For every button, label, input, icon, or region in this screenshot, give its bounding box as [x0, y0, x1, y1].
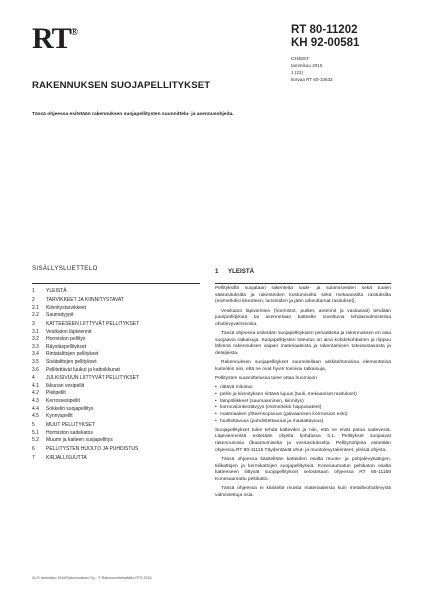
toc-item — [32, 351, 200, 359]
meta-replaces: korvaa RT 80-10632 — [291, 77, 333, 82]
toc-item-number: 3.2 — [32, 336, 39, 343]
bullet-list — [215, 385, 391, 425]
list-item: • materiaalien yhteensopivuus (galvaanisen korroosion esto) — [215, 412, 391, 419]
toc-item-number: 3.1 — [32, 328, 39, 335]
table-of-contents — [32, 287, 200, 462]
list-item: • lämpöliikkeet (saumaaminen, kiinnitys) — [215, 399, 391, 406]
list-item: • pellin ja kiinnityksen riittävä lujuus (tuuli, mekaaniset rasitukset) — [215, 392, 391, 399]
document-title: RAKENNUKSEN SUOJAPELLITYKSET — [32, 80, 211, 91]
toc-item — [32, 367, 200, 375]
toc-item-title: TARVIKKEET JA KIINNITYSTAVAT — [46, 296, 124, 303]
meta-date: tammikuu 2016 — [291, 63, 323, 68]
toc-item-number: 6 — [32, 446, 35, 452]
list-item: • riittävä mitoitus — [215, 385, 391, 392]
meta-page: 1 (23) — [291, 70, 304, 75]
document-intro: Tässä ohjeessa esitetään rakennuksen suojapellitysten suunnittelu- ja asennusohjeita. — [32, 112, 234, 117]
toc-item-title: Pielipellit — [46, 390, 66, 397]
toc-item-number: 4.3 — [32, 398, 39, 405]
toc-item-number: 5.1 — [32, 429, 39, 436]
toc-item-title: Kerrosvesipellit — [46, 398, 80, 405]
toc-item-title: Kiinnitystarvikkeet — [46, 304, 87, 311]
toc-item-title: YLEISTÄ — [46, 288, 67, 295]
rt-code: RT 80-11202 — [291, 24, 358, 36]
toc-item — [32, 359, 200, 367]
toc-item-title: Räystäspellitykset — [46, 343, 87, 350]
toc-item-number: 5.2 — [32, 437, 39, 444]
kh-code: KH 92-00581 — [291, 37, 360, 49]
document-codes — [291, 24, 359, 50]
toc-item — [32, 321, 200, 329]
toc-item — [32, 288, 200, 296]
toc-item-title: Hormiston sadekatos — [46, 429, 93, 436]
paragraph: Rakennuksen suojapellitykset suunnitellaan arkkitehtonisina elementteinä kuitenkin niin, että ne ovat hyvin toimivia ratkaisuja. — [215, 360, 391, 372]
toc-item-number: 3.4 — [32, 351, 39, 358]
paragraph: Tässä ohjeessa ei käsitellä muista materiaaleista kuin metallivohutlevystä valmistettuja osia. — [215, 486, 391, 498]
paragraph: Tässä ohjeessa käsitellään katteiden osalta muoto- ja pohjalevykattojen, tiilikattojen ja kermikattojen suojapellityksiä. Konesaumatun peltikaton osalta katteeseen liittyvät suojapellitykset selostetaan ohjeessa RT 85-11158 Konesaumattu peltikatto. — [215, 456, 391, 483]
list-item: • huollettavuus (puhdistettavuus ja maalattavuus). — [215, 419, 391, 426]
section-divider — [215, 283, 391, 284]
paragraph: Pellityksillä suojataan rakenteita sade- ja sulamisveden sekä tuulen säärasituksilta ja rakenteiden kostumiselta sekä mekaanisilta rasituksilta (esimerkiksi liikenteen, lumitöiden ja jään aiheuttamat rasitukset). — [215, 286, 391, 305]
toc-item — [32, 305, 200, 313]
paragraph: Vesikaton läpivientien (hormistot, putket, antennit ja vastaavat) tehdään juuriperllityksiä tai asennetaan katteelle soveltuvia tehdasvalmisteisia ohutlevyvalmisosia. — [215, 308, 391, 327]
toc-item-title: Saumatyypit — [46, 312, 74, 319]
toc-item-title: KIRJALLISUUTTA — [46, 454, 87, 461]
toc-item-number: 2.2 — [32, 312, 39, 319]
toc-item-title: Sokkelin suojapellitys — [46, 405, 94, 412]
toc-item — [32, 329, 200, 337]
paragraph: Suojapellitykset tulee tehdä kalteviksi ja niin, että ne eivät patoa sadevesiä. Läpivienneistä esitetään ohjeita kohdassa 3.1. Pellitykset suojaavat rakennusosia (lkaantumiselta ja vesirasitukselta. Pellityöohjeita esitetään ohjeessa RT 80-11115 Täydentävät ohut- ja muotolevyrakenteet, yleisiä ohjeita. — [215, 427, 391, 453]
meta-type: OHJEET — [291, 56, 310, 61]
section-number: 1 — [215, 268, 219, 275]
toc-item-number: 3.6 — [32, 366, 39, 373]
section-title: YLEISTÄ — [228, 268, 255, 275]
toc-item-number: 3.5 — [32, 358, 39, 365]
toc-item-title: JULKISIVUUN LIITTYVÄT PELLITYKSET — [46, 375, 139, 382]
paragraph: Tässä ohjeessa esitetään suojapellityksien periaatteita ja rakennuksen eri osia suojaavia ratkaisuja. Suojapellitysten toteutus on aina kohdekohtainen ja riippuu lähinnä rakennuksen vaipan materiaaleista ja rakentamisen toteutustavasta ja detaljeista. — [215, 331, 391, 357]
list-item: • korroosionkestävyys (esimerkiksi happosateet) — [215, 405, 391, 412]
rt-logo — [32, 20, 77, 54]
toc-item-number: 4.1 — [32, 382, 39, 389]
toc-item-number: 1 — [32, 288, 35, 295]
toc-item — [32, 383, 200, 391]
toc-title: SISÄLLYSLUETTELO — [32, 265, 98, 272]
toc-item-number: 4.4 — [32, 405, 39, 412]
toc-item — [32, 297, 200, 305]
toc-item — [32, 398, 200, 406]
toc-item-number: 4.5 — [32, 413, 39, 420]
toc-item — [32, 344, 200, 352]
toc-item-number: 2 — [32, 296, 35, 303]
toc-item-title: Ikkunan vesipellit — [46, 382, 85, 389]
toc-item — [32, 375, 200, 383]
toc-item-number: 4 — [32, 375, 35, 382]
toc-item-title: PELLITYSTEN HUOLTO JA PUHDISTUS — [46, 446, 139, 452]
toc-divider — [32, 283, 200, 284]
toc-item-title: MUUT PELLITYKSET — [46, 422, 95, 429]
toc-item — [32, 446, 200, 454]
toc-item — [32, 437, 200, 445]
toc-item-number: 2.1 — [32, 304, 39, 311]
toc-item — [32, 312, 200, 320]
toc-item-title: Hormiston pellitys — [46, 336, 86, 343]
toc-item-title: Pellitettävät luukut ja kattoikkunat — [46, 366, 120, 373]
section-heading — [215, 268, 254, 275]
toc-item-number: 4.2 — [32, 390, 39, 397]
section-body — [215, 286, 391, 502]
page-footer: VL/S tammikuu 2016/Rakennustieto Oy · © Rakennustietosäätiö RTS 2016 — [32, 576, 152, 580]
toc-item — [32, 406, 200, 414]
toc-item — [32, 455, 200, 463]
toc-item — [32, 430, 200, 438]
toc-item-number: 3.3 — [32, 343, 39, 350]
toc-item-title: Muurin ja kaiteen suojapellitys — [46, 437, 113, 444]
toc-item — [32, 390, 200, 398]
registered-mark: ® — [70, 27, 78, 38]
logo-text: RT — [32, 22, 71, 55]
paragraph: Pellitysten suunnittelussa tulee ottaa huomioon — [215, 376, 317, 381]
toc-item — [32, 413, 200, 421]
toc-item — [32, 336, 200, 344]
toc-item-title: Vesikaton läpiviennit — [46, 328, 92, 335]
toc-item-title: Sisätalttojen pellitykset — [46, 358, 97, 365]
document-meta — [291, 55, 333, 83]
toc-item-title: Rintatalttojen pellitykset — [46, 351, 99, 358]
toc-item — [32, 422, 200, 430]
toc-item-title: Kynnyspellit — [46, 413, 73, 420]
toc-item-number: 7 — [32, 454, 35, 461]
toc-item-number: 3 — [32, 320, 35, 327]
toc-item-number: 5 — [32, 422, 35, 429]
toc-item-title: KATTEESEEN LIITTYVÄT PELLITYKSET — [46, 320, 140, 327]
